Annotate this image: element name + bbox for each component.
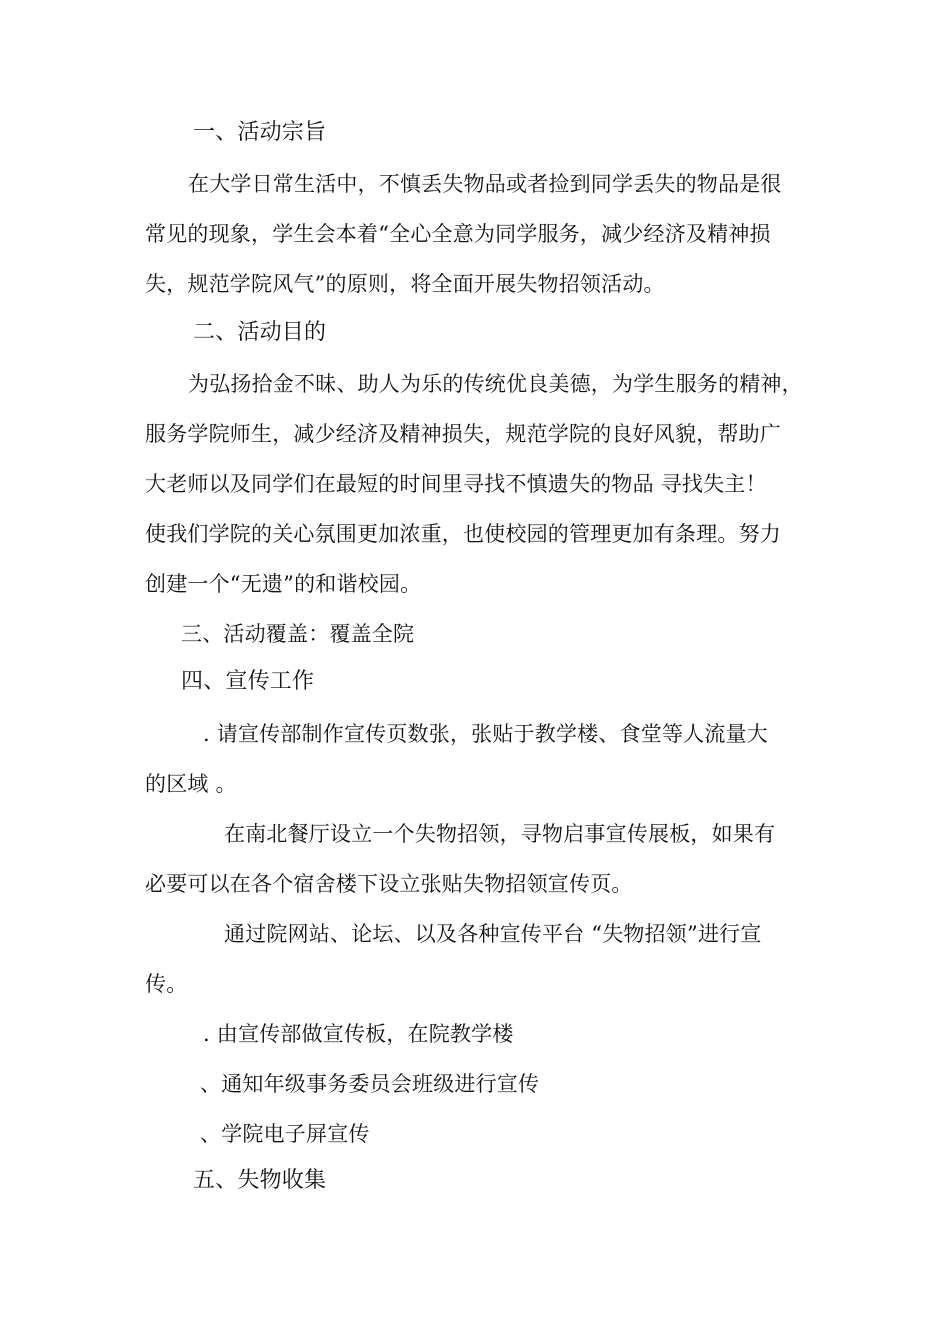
list-item-line: 、学院电子屏宣传 bbox=[200, 1122, 370, 1146]
list-item-line: 的区域 。 bbox=[145, 772, 237, 796]
paragraph-line: 常见的现象，学生会本着“全心全意为同学服务，减少经济及精神损 bbox=[145, 222, 771, 246]
list-item-line: 必要可以在各个宿舍楼下设立张贴失物招领宣传页。 bbox=[145, 872, 633, 896]
section-heading-1: 一、活动宗旨 bbox=[193, 120, 327, 145]
list-item-line: 通过院网站、论坛、以及各种宣传平台 “失物招领”进行宣 bbox=[224, 922, 762, 946]
paragraph-line: 大老师以及同学们在最短的时间里寻找不慎遗失的物品 寻找失主！ bbox=[145, 472, 767, 496]
list-item-line: 传。 bbox=[145, 972, 188, 996]
section-heading-2: 二、活动目的 bbox=[193, 320, 327, 345]
paragraph-line: 失，规范学院风气”的原则，将全面开展失物招领活动。 bbox=[145, 272, 665, 296]
paragraph-line: 在大学日常生活中，不慎丢失物品或者捡到同学丢失的物品是很 bbox=[188, 172, 782, 196]
list-item-line: 、通知年级事务委员会班级进行宣传 bbox=[200, 1072, 540, 1096]
paragraph-line: 使我们学院的关心氛围更加浓重，也使校园的管理更加有条理。努力 bbox=[145, 522, 781, 546]
paragraph-line: 服务学院师生，减少经济及精神损失，规范学院的良好风貌，帮助广 bbox=[145, 422, 781, 446]
list-item-line: . 请宣传部制作宣传页数张，张贴于教学楼、食堂等人流量大 bbox=[203, 722, 768, 746]
list-item-line: 在南北餐厅设立一个失物招领，寻物启事宣传展板，如果有 bbox=[224, 822, 776, 846]
list-item-line: . 由宣传部做宣传板，在院教学楼 bbox=[203, 1022, 514, 1046]
section-heading-3: 三、活动覆盖：覆盖全院 bbox=[181, 622, 415, 646]
section-heading-5: 五、失物收集 bbox=[193, 1168, 327, 1193]
paragraph-line: 创建一个“无遗”的和谐校园。 bbox=[145, 572, 422, 596]
paragraph-line: 为弘扬拾金不昧、助人为乐的传统优良美德，为学生服务的精神， bbox=[188, 372, 803, 396]
section-heading-4: 四、宣传工作 bbox=[181, 669, 315, 694]
